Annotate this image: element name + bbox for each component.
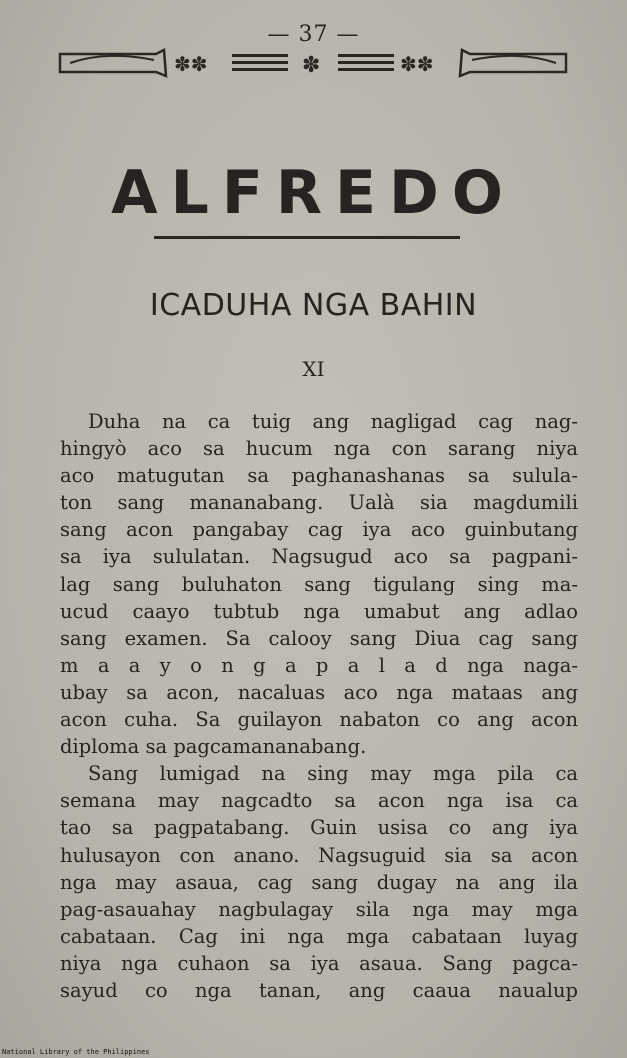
text-line: ubay sa acon, nacaluas aco nga mataas ang bbox=[60, 680, 578, 704]
page-number: — 37 — bbox=[267, 22, 360, 47]
text-line: cabataan. Cag ini nga mga cabataan luyag bbox=[60, 924, 578, 948]
text-line: pag-asauahay nagbulagay sila nga may mga bbox=[60, 897, 578, 921]
flower-icon: ✽ bbox=[302, 53, 321, 78]
text-line: lag sang buluhaton sang tigulang sing ma- bbox=[60, 572, 578, 596]
library-credit: National Library of the Philippines bbox=[2, 1048, 150, 1056]
chapter-number: XI bbox=[302, 357, 325, 381]
text-line: nga may asaua, cag sang dugay na ang ila bbox=[60, 870, 578, 894]
text-line: diploma sa pagcamananabang. bbox=[60, 735, 367, 759]
text-line: ucud caayo tubtub nga umabut ang adlao bbox=[60, 599, 578, 623]
book-title: ALFREDO bbox=[111, 158, 516, 228]
flower-icon: ✽✽ bbox=[400, 52, 434, 76]
text-line: sang examen. Sa calooy sang Diua cag sang bbox=[60, 626, 578, 650]
part-subtitle: ICADUHA NGA BAHIN bbox=[149, 288, 478, 323]
body-text bbox=[60, 408, 578, 1004]
text-line: sang acon pangabay cag iya aco guinbutang bbox=[60, 518, 578, 542]
text-line: tao sa pagpatabang. Guin usisa co ang iya bbox=[60, 816, 578, 840]
text-line: sa iya sululatan. Nagsugud aco sa pagpani- bbox=[60, 545, 578, 569]
text-line: sayud co nga tanan, ang caaua naualup bbox=[60, 978, 578, 1002]
text-line: Duha na ca tuig ang nagligad cag nag- bbox=[88, 410, 578, 433]
left-bracket-ornament bbox=[60, 50, 166, 76]
right-bracket-ornament bbox=[460, 50, 566, 76]
text-line: hingyò aco sa hucum nga con sarang niya bbox=[60, 437, 578, 461]
text-line: acon cuha. Sa guilayon nabaton co ang acon bbox=[60, 708, 578, 732]
text-line: semana may nagcadto sa acon nga isa ca bbox=[60, 789, 578, 813]
ornament-divider bbox=[56, 48, 570, 78]
title-underline bbox=[154, 236, 460, 239]
text-line: ton sang mananabang. Ualà sia magdumili bbox=[60, 491, 578, 515]
text-line: m a a y o n g a p a l a d nga naga- bbox=[60, 653, 578, 677]
text-line: aco matugutan sa paghanashanas sa sulula- bbox=[60, 464, 578, 488]
flower-icon: ✽✽ bbox=[174, 52, 208, 76]
text-line: hulusayon con anano. Nagsuguid sia sa acon bbox=[60, 843, 578, 867]
text-line: niya nga cuhaon sa iya asaua. Sang pagca- bbox=[60, 951, 578, 975]
text-line: Sang lumigad na sing may mga pila ca bbox=[88, 762, 578, 786]
